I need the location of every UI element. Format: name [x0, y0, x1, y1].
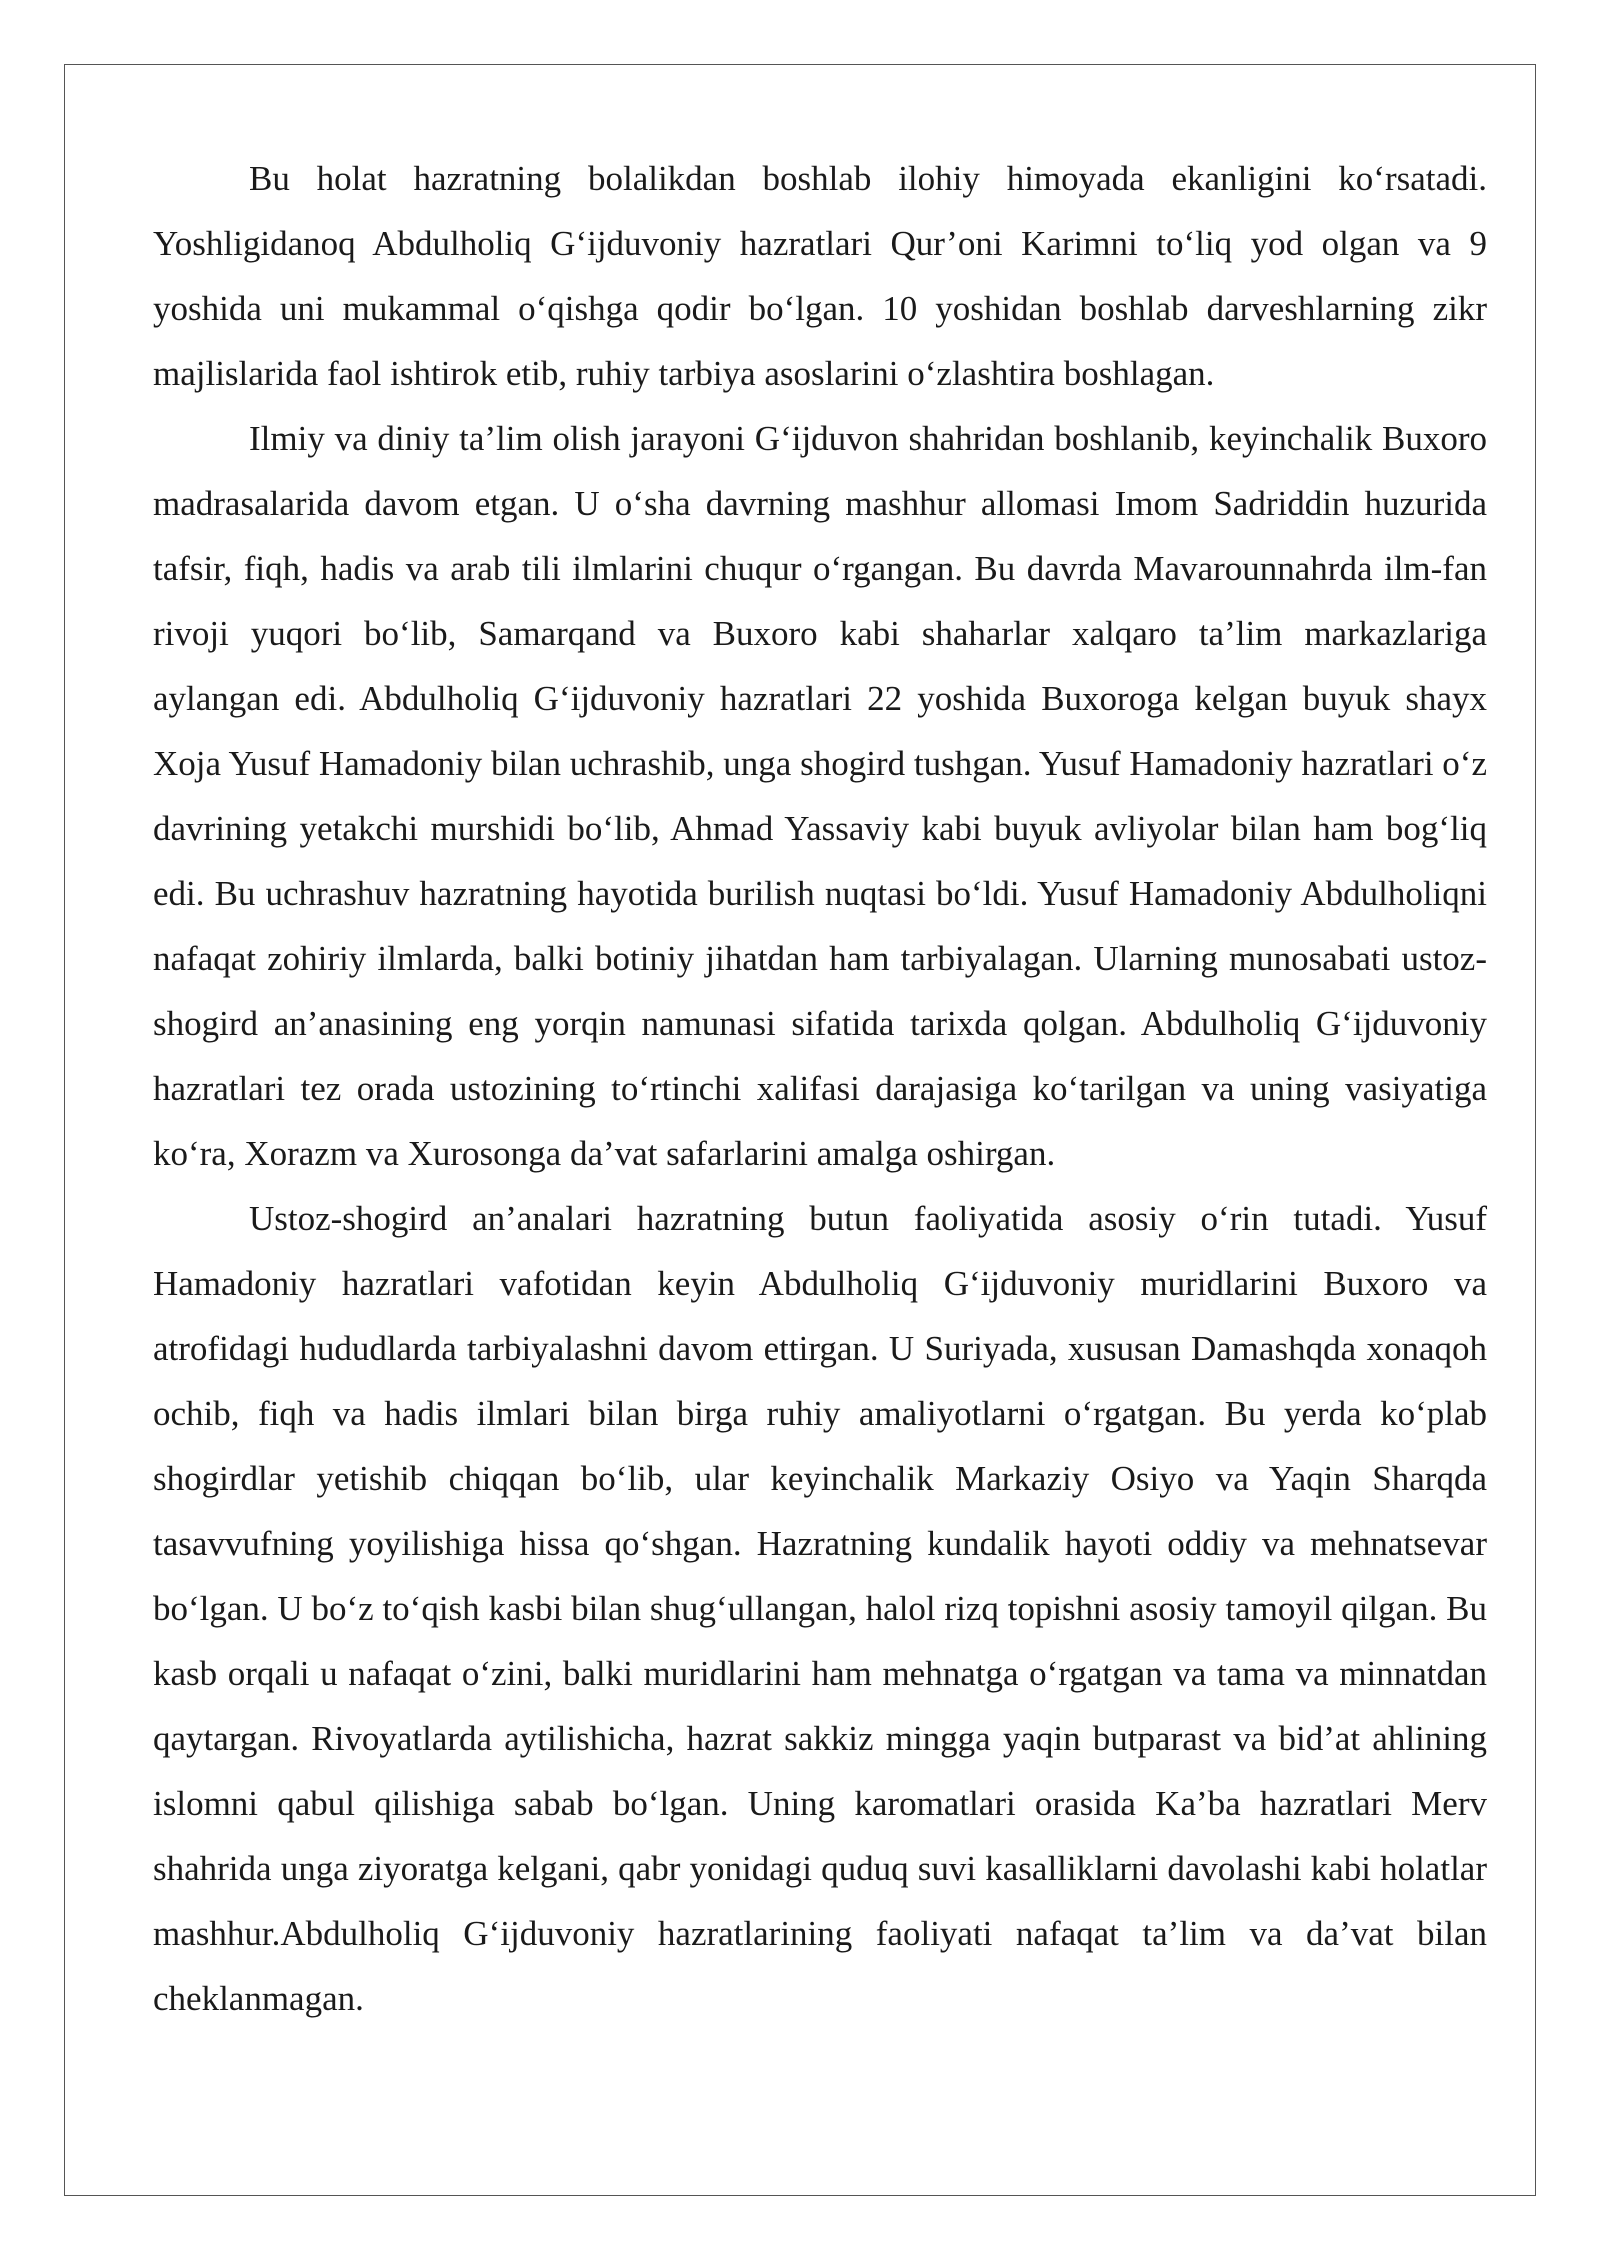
paragraph-1: Bu holat hazratning bolalikdan boshlab ilohiy himoyada ekanligini ko‘rsatadi. Yoshligidanoq Abdulholiq G‘ijduvoniy hazratlari Qur’oni Karimni to‘liq yod olgan va 9 yoshida uni mukammal o‘qishga qodir bo‘lgan. 10 yoshidan boshlab darveshlarning zikr majlislarida faol ishtirok etib, ruhiy tarbiya asoslarini o‘zlashtira boshlagan. [153, 159, 1487, 393]
document-body [153, 146, 1487, 2031]
paragraph-3: Ustoz-shogird an’analari hazratning butun faoliyatida asosiy o‘rin tutadi. Yusuf Hamadoniy hazratlari vafotidan keyin Abdulholiq G‘ijduvoniy muridlarini Buxoro va atrofidagi hududlarda tarbiyalashni davom ettirgan. U Suriyada, xususan Damashqda xonaqoh ochib, fiqh va hadis ilmlari bilan birga ruhiy amaliyotlarni o‘rgatgan. Bu yerda ko‘plab shogirdlar yetishib chiqqan bo‘lib, ular keyinchalik Markaziy Osiyo va Yaqin Sharqda tasavvufning yoyilishiga hissa qo‘shgan. Hazratning kundalik hayoti oddiy va mehnatsevar bo‘lgan. U bo‘z to‘qish kasbi bilan shug‘ullangan, halol rizq topishni asosiy tamoyil qilgan. Bu kasb orqali u nafaqat o‘zini, balki muridlarini ham mehnatga o‘rgatgan va tama va minnatdan qaytargan. Rivoyatlarda aytilishicha, hazrat sakkiz mingga yaqin butparast va bid’at ahlining islomni qabul qilishiga sabab bo‘lgan. Uning karomatlari orasida Ka’ba hazratlari Merv shahrida unga ziyoratga kelgani, qabr yonidagi quduq suvi kasalliklarni davolashi kabi holatlar mashhur.Abdulholiq G‘ijduvoniy hazratlarining faoliyati nafaqat ta’lim va da’vat bilan cheklanmagan. [153, 1199, 1487, 2018]
paragraph-2: Ilmiy va diniy ta’lim olish jarayoni G‘ijduvon shahridan boshlanib, keyinchalik Buxoro madrasalarida davom etgan. U o‘sha davrning mashhur allomasi Imom Sadriddin huzurida tafsir, fiqh, hadis va arab tili ilmlarini chuqur o‘rgangan. Bu davrda Mavarounnahrda ilm-fan rivoji yuqori bo‘lib, Samarqand va Buxoro kabi shaharlar xalqaro ta’lim markazlariga aylangan edi. Abdulholiq G‘ijduvoniy hazratlari 22 yoshida Buxoroga kelgan buyuk shayx Xoja Yusuf Hamadoniy bilan uchrashib, unga shogird tushgan. Yusuf Hamadoniy hazratlari o‘z davrining yetakchi murshidi bo‘lib, Ahmad Yassaviy kabi buyuk avliyolar bilan ham bog‘liq edi. Bu uchrashuv hazratning hayotida burilish nuqtasi bo‘ldi. Yusuf Hamadoniy Abdulholiqni nafaqat zohiriy ilmlarda, balki botiniy jihatdan ham tarbiyalagan. Ularning munosabati ustoz-shogird an’anasining eng yorqin namunasi sifatida tarixda qolgan. Abdulholiq G‘ijduvoniy hazratlari tez orada ustozining to‘rtinchi xalifasi darajasiga ko‘tarilgan va uning vasiyatiga ko‘ra, Xorazm va Xurosonga da’vat safarlarini amalga oshirgan. [153, 419, 1487, 1173]
